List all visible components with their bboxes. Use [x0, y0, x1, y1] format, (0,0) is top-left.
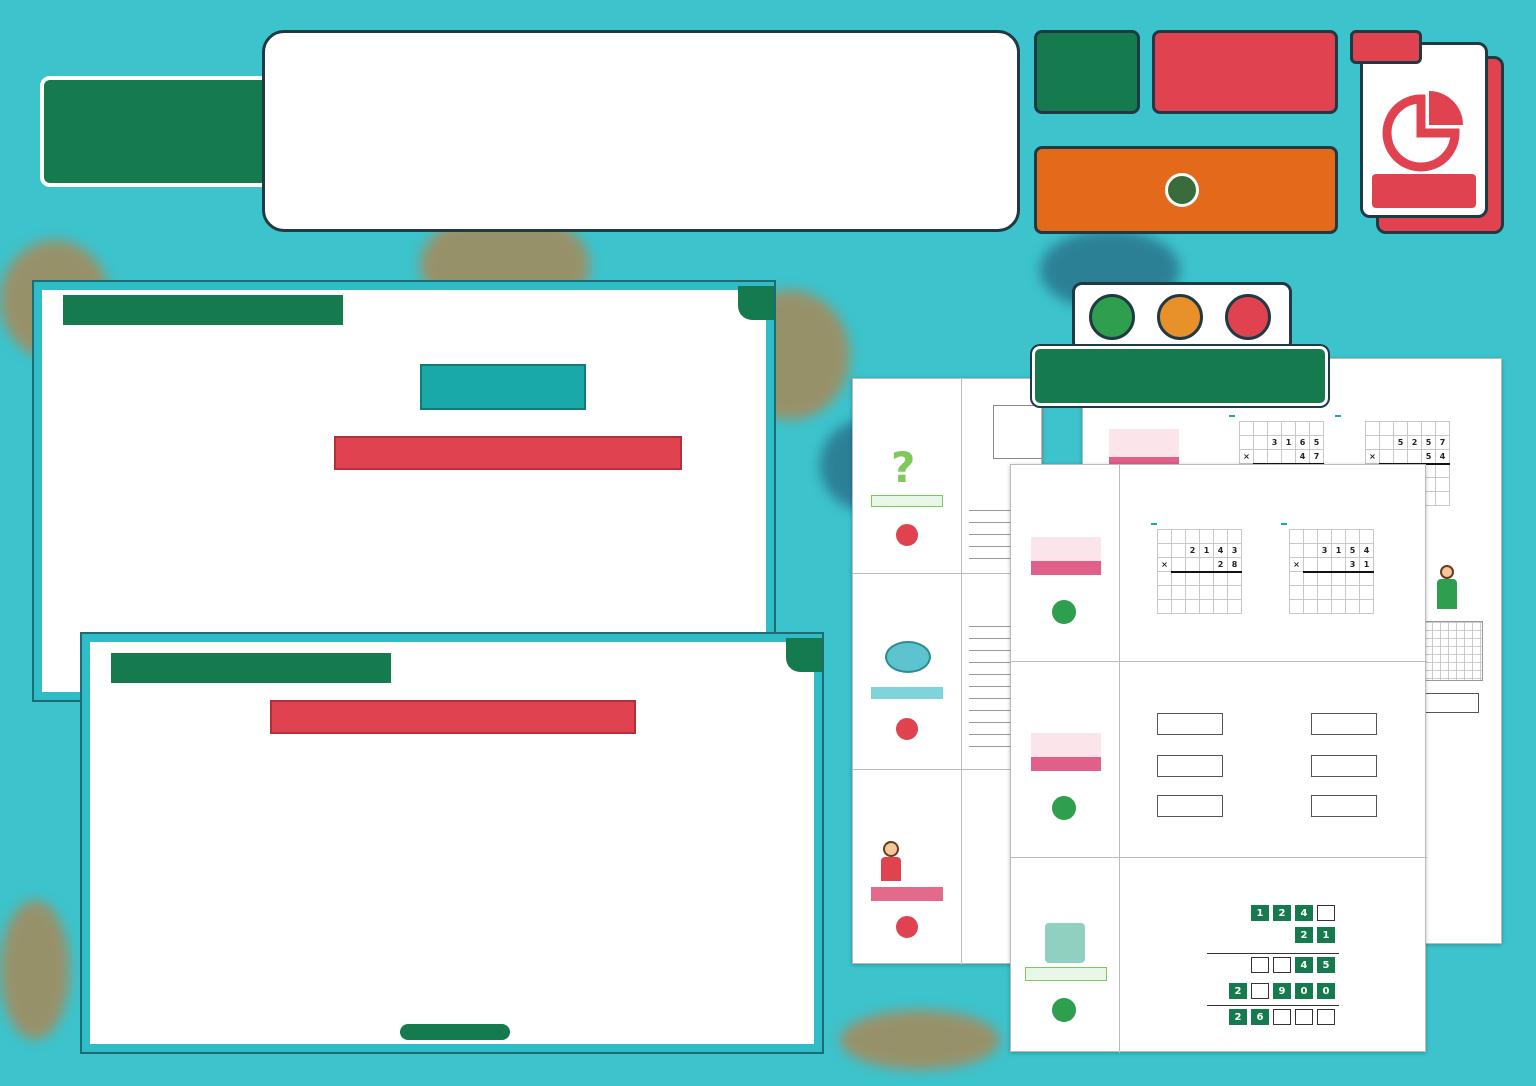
grid-cell	[1332, 600, 1346, 614]
grid-cell	[1360, 530, 1374, 544]
page-title	[262, 30, 1020, 232]
grid-cell	[1228, 530, 1242, 544]
grid-cell	[1254, 422, 1268, 436]
digit-cell: 4	[1295, 905, 1313, 921]
slide-preview-15[interactable]	[82, 634, 822, 1052]
grid-cell	[1318, 558, 1332, 572]
gd-badge	[893, 521, 921, 549]
grid-cell	[1436, 492, 1450, 506]
grid-cell	[1360, 600, 1374, 614]
grid-cell	[1214, 530, 1228, 544]
grid-cell	[1172, 530, 1186, 544]
calculation-box	[420, 364, 586, 410]
slide-number	[786, 638, 822, 672]
grid-cell	[1240, 422, 1254, 436]
digit-cell: 1	[1317, 927, 1335, 943]
wt-badge	[1049, 995, 1079, 1025]
file-type-tag	[1350, 30, 1422, 64]
missing-digits-calc	[1207, 905, 1347, 1035]
missing-digit-box[interactable]	[1317, 1009, 1335, 1025]
grid-cell	[1304, 530, 1318, 544]
grid-cell	[1186, 530, 1200, 544]
grid-cell	[1332, 530, 1346, 544]
grid-cell	[1158, 530, 1172, 544]
grid-cell	[1268, 450, 1282, 464]
grid-cell	[1200, 572, 1214, 586]
answer-card[interactable]	[1311, 755, 1377, 777]
slide-number	[738, 286, 774, 320]
label-b	[1281, 523, 1287, 525]
digit-cell: 5	[1317, 957, 1335, 973]
label-a	[1229, 415, 1235, 417]
grid-cell	[1332, 558, 1346, 572]
grid-cell	[1346, 586, 1360, 600]
grid-cell	[1214, 572, 1228, 586]
grid-cell	[1200, 530, 1214, 544]
grid-cell	[1228, 586, 1242, 600]
grid-cell	[1290, 572, 1304, 586]
instruction-banner	[270, 700, 636, 734]
grid-cell	[1240, 436, 1254, 450]
grid-cell: 3	[1346, 558, 1360, 572]
grid-cell	[1366, 422, 1380, 436]
grid-cell	[1200, 558, 1214, 572]
grid-cell	[1290, 544, 1304, 558]
grid-cell	[1186, 558, 1200, 572]
grid-cell	[1304, 600, 1318, 614]
grid-cell: 2	[1408, 436, 1422, 450]
answer-card[interactable]	[1311, 713, 1377, 735]
footer-link[interactable]	[400, 1024, 510, 1040]
digit-cell: 2	[1229, 1009, 1247, 1025]
grid-cell	[1394, 422, 1408, 436]
grid-cell	[1228, 572, 1242, 586]
grid-cell: 4	[1360, 544, 1374, 558]
grid-cell	[1318, 530, 1332, 544]
puzzle-icon	[1045, 923, 1085, 963]
pie-chart-icon	[1363, 55, 1485, 175]
grid-cell: 5	[1394, 436, 1408, 450]
grid-cell	[1346, 600, 1360, 614]
grid-cell	[1158, 586, 1172, 600]
grid-cell	[1318, 600, 1332, 614]
skill-tag	[871, 887, 943, 901]
grid-cell	[1158, 600, 1172, 614]
grid-cell: 2	[1186, 544, 1200, 558]
grid-cell	[1360, 572, 1374, 586]
grid-cell	[1310, 422, 1324, 436]
speech-bubble-icon	[885, 641, 931, 673]
grid-cell: 1	[1200, 544, 1214, 558]
grid-cell	[1380, 450, 1394, 464]
skill-tag	[1031, 561, 1101, 575]
grid-cell: 3	[1268, 436, 1282, 450]
skill-tag	[1025, 967, 1107, 981]
differentiation-panel	[1072, 282, 1292, 352]
grid-cell: 5	[1422, 450, 1436, 464]
grid-cell	[1380, 436, 1394, 450]
digit-cell: 2	[1295, 927, 1313, 943]
grid-cell	[1172, 600, 1186, 614]
digit-cell: 1	[1251, 905, 1269, 921]
missing-digit-box[interactable]	[1273, 1009, 1291, 1025]
grid-cell	[1304, 558, 1318, 572]
grid-cell	[1436, 422, 1450, 436]
slide-header	[108, 650, 394, 686]
grid-cell	[1436, 478, 1450, 492]
grid-cell	[1318, 572, 1332, 586]
grid-cell: ×	[1366, 450, 1380, 464]
skill-tag	[1031, 757, 1101, 771]
digit-cell: 0	[1317, 983, 1335, 999]
grid-cell: 3	[1228, 544, 1242, 558]
decor-blob	[0, 900, 70, 1040]
grid-cell	[1282, 422, 1296, 436]
grid-cell	[1186, 572, 1200, 586]
grid-cell: 4	[1296, 450, 1310, 464]
digit-cell: 4	[1295, 957, 1313, 973]
grid-cell	[1422, 422, 1436, 436]
grid-cell: 1	[1282, 436, 1296, 450]
grid-cell: ×	[1240, 450, 1254, 464]
grid-cell	[1290, 586, 1304, 600]
grid-cell	[1254, 450, 1268, 464]
digit-cell: 2	[1229, 983, 1247, 999]
puzzle-box	[993, 405, 1043, 459]
grid-cell	[1332, 572, 1346, 586]
editable-label	[1372, 174, 1476, 208]
grid-cell: 4	[1436, 450, 1450, 464]
calc-card[interactable]	[1157, 755, 1223, 777]
grid-cell: 7	[1436, 436, 1450, 450]
grid-cell: 2	[1214, 558, 1228, 572]
grid-cell	[1290, 530, 1304, 544]
differentiated-label	[1032, 346, 1328, 406]
wt-badge	[1049, 793, 1079, 823]
gd-badge	[893, 715, 921, 743]
grid-cell	[1360, 586, 1374, 600]
worksheet-grid-b	[1289, 529, 1374, 614]
grid-cell: 5	[1346, 544, 1360, 558]
hint-banner	[334, 436, 682, 470]
missing-digit-box[interactable]	[1295, 1009, 1313, 1025]
decor-blob	[840, 1010, 1000, 1070]
answer-card[interactable]	[1311, 795, 1377, 817]
e-badge	[1157, 294, 1203, 340]
skill-tag	[871, 495, 943, 507]
grid-cell	[1304, 572, 1318, 586]
missing-digit-box[interactable]	[1251, 957, 1269, 973]
calc-divider	[1207, 1005, 1339, 1006]
grid-cell	[1296, 422, 1310, 436]
grid-cell: ×	[1158, 558, 1172, 572]
calc-card[interactable]	[1157, 795, 1223, 817]
boy-illustration	[879, 841, 903, 883]
grid-cell	[1394, 450, 1408, 464]
grid-cell: 7	[1310, 450, 1324, 464]
digit-cell: 9	[1273, 983, 1291, 999]
grid-cell	[1332, 586, 1346, 600]
grid-cell	[1408, 450, 1422, 464]
grid-cell	[1158, 572, 1172, 586]
answer-box[interactable]	[1417, 693, 1479, 713]
grid-cell: 3	[1318, 544, 1332, 558]
grid-cell	[1346, 572, 1360, 586]
grid-cell	[1304, 586, 1318, 600]
grid-cell: 1	[1360, 558, 1374, 572]
calc-divider	[1207, 953, 1339, 954]
grammarsaurus-logo-icon	[1165, 173, 1199, 207]
worksheet-front[interactable]	[1010, 464, 1426, 1052]
grid-cell: 5	[1422, 436, 1436, 450]
grid-cell	[1318, 586, 1332, 600]
digit-cell: 6	[1251, 1009, 1269, 1025]
digit-cell: 2	[1273, 905, 1291, 921]
grid-cell	[1254, 436, 1268, 450]
grid-cell	[1282, 450, 1296, 464]
grid-cell: 5	[1310, 436, 1324, 450]
grid-cell	[1268, 422, 1282, 436]
skill-tag	[871, 687, 943, 699]
wt-badge	[1089, 294, 1135, 340]
grid-cell: 4	[1214, 544, 1228, 558]
grid-cell	[1436, 464, 1450, 478]
gd-badge	[893, 913, 921, 941]
year-badge	[1034, 30, 1140, 114]
grid-cell: 6	[1296, 436, 1310, 450]
site-badge[interactable]	[1034, 146, 1338, 234]
wt-badge	[1049, 597, 1079, 627]
grid-cell	[1158, 544, 1172, 558]
grid-cell: 1	[1332, 544, 1346, 558]
grid-cell	[1172, 572, 1186, 586]
grid-cell	[1200, 586, 1214, 600]
grid-cell	[1408, 422, 1422, 436]
grid-cell	[1366, 436, 1380, 450]
grid-cell	[1290, 600, 1304, 614]
grid-cell: 8	[1228, 558, 1242, 572]
question-mark-icon: ?	[891, 443, 916, 492]
missing-digit-box[interactable]	[1317, 905, 1335, 921]
missing-digit-box[interactable]	[1251, 983, 1269, 999]
slide-header	[60, 292, 346, 328]
calc-card[interactable]	[1157, 713, 1223, 735]
missing-digit-box[interactable]	[1273, 957, 1291, 973]
squared-paper	[1423, 621, 1483, 681]
grid-cell: ×	[1290, 558, 1304, 572]
grid-cell	[1186, 586, 1200, 600]
subject-badge	[1152, 30, 1338, 114]
grid-cell	[1172, 586, 1186, 600]
grid-cell	[1172, 544, 1186, 558]
grid-cell	[1200, 600, 1214, 614]
character-illustration	[1435, 565, 1459, 625]
grid-cell	[1346, 530, 1360, 544]
grid-cell	[1214, 600, 1228, 614]
gd-badge	[1225, 294, 1271, 340]
label-b	[1335, 415, 1341, 417]
grid-cell	[1228, 600, 1242, 614]
grid-cell	[1172, 558, 1186, 572]
label-a	[1151, 523, 1157, 525]
grid-cell	[1380, 422, 1394, 436]
grid-cell	[1186, 600, 1200, 614]
digit-cell: 0	[1295, 983, 1313, 999]
grid-cell	[1214, 586, 1228, 600]
worksheet-grid-a	[1157, 529, 1242, 614]
grid-cell	[1304, 544, 1318, 558]
